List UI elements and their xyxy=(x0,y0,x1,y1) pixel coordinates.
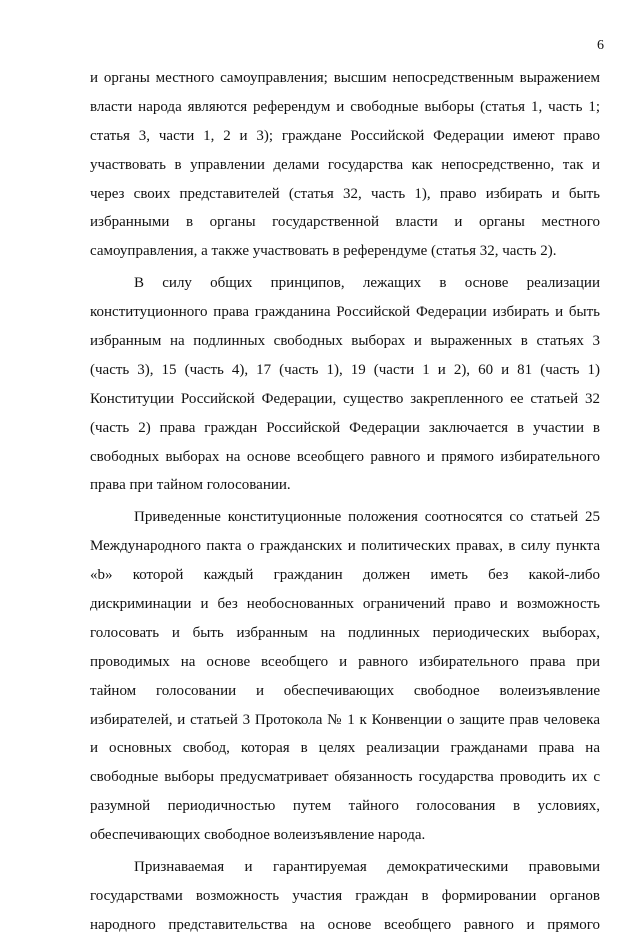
text-line: Признаваемая и гарантируемая демократическими правовыми xyxy=(134,859,600,876)
text-line: через своих представителей (статья 32, часть 1), право избирать и быть xyxy=(90,185,600,202)
text-line: права при тайном голосовании. xyxy=(90,477,291,494)
text-line: свободных выборах на основе всеобщего равного и прямого избирательного xyxy=(90,448,600,465)
text-line: голосовать и быть избранным на подлинных периодических выборах, xyxy=(90,624,600,641)
text-line: государствами возможность участия граждан в формировании органов xyxy=(90,887,600,904)
text-line: Международного пакта о гражданских и политических правах, в силу пункта xyxy=(90,538,600,555)
text-line: свободные выборы предусматривает обязанность государства проводить их с xyxy=(90,769,600,786)
text-line: дискриминации и без необоснованных ограничений право и возможность xyxy=(90,596,600,613)
text-line: (часть 3), 15 (часть 4), 17 (часть 1), 19 (части 1 и 2), 60 и 81 (часть 1) xyxy=(90,361,600,378)
paragraph-2 xyxy=(90,269,600,500)
text-line: самоуправления, а также участвовать в референдуме (статья 32, часть 2). xyxy=(90,243,557,260)
text-line: избранными в органы государственной власти и органы местного xyxy=(90,214,600,231)
paragraph-1 xyxy=(90,64,600,266)
text-line: участвовать в управлении делами государства как непосредственно, так и xyxy=(90,156,600,173)
text-line: избирателей, и статьей 3 Протокола № 1 к Конвенции о защите прав человека xyxy=(90,711,600,728)
text-line: В силу общих принципов, лежащих в основе реализации xyxy=(134,275,600,292)
paragraph-3 xyxy=(90,503,600,850)
text-line: (часть 2) права граждан Российской Федерации заключается в участии в xyxy=(90,419,600,436)
document-body xyxy=(90,64,600,940)
text-line: Конституции Российской Федерации, существо закрепленного ее статьей 32 xyxy=(90,390,600,407)
text-line: тайном голосовании и обеспечивающих свободное волеизъявление xyxy=(90,682,600,699)
text-line: разумной периодичностью путем тайного голосования в условиях, xyxy=(90,798,600,815)
text-line: обеспечивающих свободное волеизъявление народа. xyxy=(90,827,426,844)
text-line: конституционного права гражданина Российской Федерации избирать и быть xyxy=(90,304,600,321)
paragraph-4 xyxy=(90,853,600,940)
text-line: и основных свобод, которая в целях реализации гражданами права на xyxy=(90,740,600,757)
page-number: 6 xyxy=(597,38,604,53)
text-line: проводимых на основе всеобщего и равного избирательного права при xyxy=(90,653,600,670)
text-line: Приведенные конституционные положения соотносятся со статьей 25 xyxy=(134,509,600,526)
text-line: «b» которой каждый гражданин должен иметь без какой-либо xyxy=(90,567,600,584)
text-line: и органы местного самоуправления; высшим непосредственным выражением xyxy=(90,70,600,86)
text-line: народного представительства на основе всеобщего равного и прямого xyxy=(90,916,600,933)
text-line: власти народа являются референдум и свободные выборы (статья 1, часть 1; xyxy=(90,98,600,115)
text-line: избранным на подлинных свободных выборах и выраженных в статьях 3 xyxy=(90,333,600,350)
text-line: статья 3, части 1, 2 и 3); граждане Российской Федерации имеют право xyxy=(90,127,600,144)
